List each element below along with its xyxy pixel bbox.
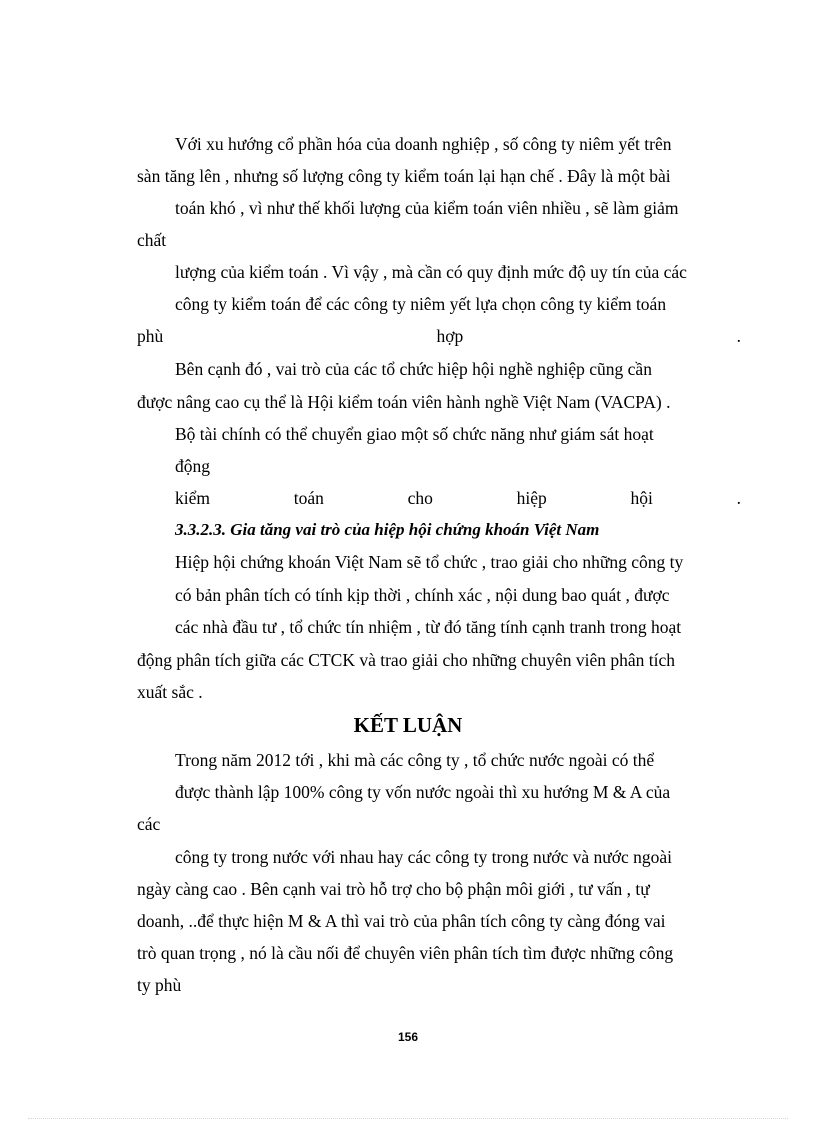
- paragraph-line: ty phù: [137, 975, 182, 995]
- paragraph-line: có bản phân tích có tính kịp thời , chính xác , nội dung bao quát , được: [175, 585, 670, 605]
- word: toán: [293, 488, 324, 508]
- paragraph-line: ngày càng cao . Bên cạnh vai trò hỗ trợ cho bộ phận môi giới , tư vấn , tự: [137, 879, 650, 899]
- paragraph-line: các nhà đầu tư , tổ chức tín nhiệm , từ đó tăng tính cạnh tranh trong hoạt: [175, 617, 682, 637]
- paragraph-line: Hiệp hội chứng khoán Việt Nam sẽ tổ chức , trao giải cho những công ty: [175, 552, 684, 572]
- paragraph-line: Bộ tài chính có thể chuyển giao một số chức năng như giám sát hoạt: [175, 424, 654, 444]
- paragraph-line: Trong năm 2012 tới , khi mà các công ty , tổ chức nước ngoài có thể: [175, 750, 655, 770]
- paragraph-line: được thành lập 100% công ty vốn nước ngoài thì xu hướng M & A của: [175, 782, 671, 802]
- paragraph-line: chất: [137, 230, 167, 250]
- paragraph-line: toán khó , vì như thế khối lượng của kiểm toán viên nhiều , sẽ làm giảm: [175, 198, 679, 218]
- conclusion-title: KẾT LUẬN: [353, 713, 463, 737]
- paragraph-line: công ty trong nước với nhau hay các công ty trong nước và nước ngoài: [175, 847, 673, 867]
- page-number: 156: [397, 1030, 419, 1044]
- paragraph-line: công ty kiểm toán để các công ty niêm yết lựa chọn công ty kiểm toán: [175, 294, 667, 314]
- section-heading: 3.3.2.3. Gia tăng vai trò của hiệp hội chứng khoán Việt Nam: [175, 520, 600, 539]
- word: .: [736, 488, 741, 508]
- paragraph-line: các: [137, 814, 161, 834]
- word: .: [736, 326, 741, 346]
- paragraph-line: xuất sắc .: [137, 682, 203, 702]
- word: hợp: [436, 326, 464, 346]
- page-bottom-rule: [28, 1118, 788, 1119]
- word: kiểm: [175, 488, 210, 508]
- paragraph-line: doanh, ..để thực hiện M & A thì vai trò của phân tích công ty càng đóng vai: [137, 911, 666, 931]
- word: phù: [137, 326, 164, 346]
- paragraph-line: động phân tích giữa các CTCK và trao giải cho những chuyên viên phân tích: [137, 650, 675, 670]
- paragraph-line: Bên cạnh đó , vai trò của các tổ chức hiệp hội nghề nghiệp cũng cần: [175, 359, 652, 379]
- word: cho: [407, 488, 433, 508]
- paragraph-line: lượng của kiểm toán . Vì vậy , mà cần có quy định mức độ uy tín của các: [175, 262, 687, 282]
- justified-line: [175, 487, 741, 509]
- paragraph-line: trò quan trọng , nó là cầu nối để chuyên viên phân tích tìm được những công: [137, 943, 674, 963]
- paragraph-line: sàn tăng lên , nhưng số lượng công ty kiểm toán lại hạn chế . Đây là một bài: [137, 166, 671, 186]
- paragraph-line: được nâng cao cụ thể là Hội kiểm toán viên hành nghề Việt Nam (VACPA) .: [137, 392, 671, 412]
- word: hiệp: [516, 488, 547, 508]
- word: hội: [630, 488, 653, 508]
- paragraph-line: động: [175, 456, 210, 476]
- paragraph-line: Với xu hướng cổ phần hóa của doanh nghiệp , số công ty niêm yết trên: [175, 134, 672, 154]
- justified-line: [137, 325, 741, 347]
